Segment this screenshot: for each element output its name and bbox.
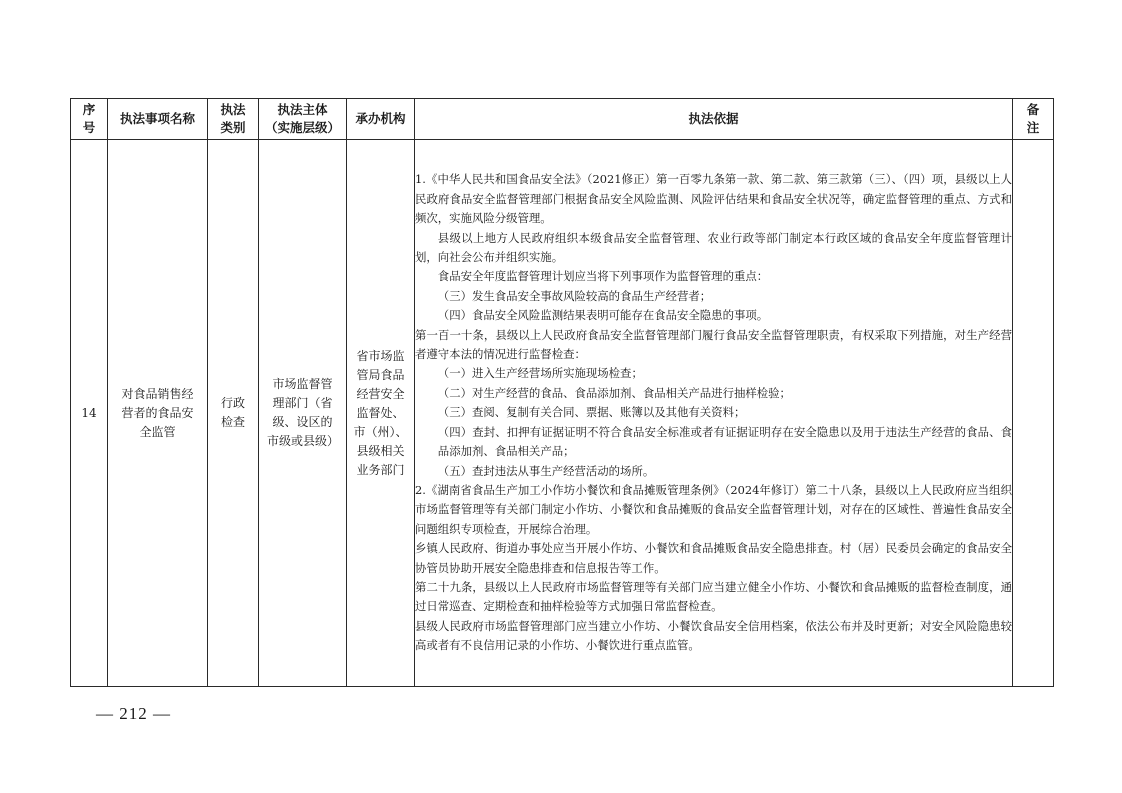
cell-subject: 市场监督管理部门（省级、设区的市级或县级） [259, 140, 347, 687]
header-subject [259, 99, 347, 140]
basis-paragraph: （四）查封、扣押有证据证明不符合食品安全标准或者有证据证明存在安全隐患以及用于违法生产经营的食品、食品添加剂、食品相关产品； [437, 424, 1012, 459]
basis-paragraph: （三）查阅、复制有关合同、票据、账簿以及其他有关资料； [437, 405, 746, 420]
basis-paragraph: 县级人民政府市场监督管理部门应当建立小作坊、小餐饮食品安全信用档案，依法公布并及时更新；对安全风险隐患较高或者有不良信用记录的小作坊、小餐饮进行重点监管。 [415, 618, 1012, 653]
header-agency: 承办机构 [347, 99, 415, 140]
header-subject-line1: 执法主体 [277, 102, 328, 117]
header-category: 执法类别 [208, 99, 259, 140]
cell-category: 行政检查 [208, 140, 259, 687]
header-remark: 备注 [1013, 99, 1054, 140]
cell-basis [415, 140, 1013, 687]
cell-remark [1013, 140, 1054, 687]
basis-paragraph: （一）进入生产经营场所实施现场检查； [437, 366, 643, 381]
basis-text [415, 170, 1012, 655]
basis-paragraph: 第一百一十条，县级以上人民政府食品安全监督管理部门履行食品安全监督管理职责，有权采取下列措施，对生产经营者遵守本法的情况进行监督检查： [415, 327, 1012, 362]
basis-paragraph: （四）食品安全风险监测结果表明可能存在食品安全隐患的事项。 [437, 308, 769, 323]
header-row [71, 99, 1054, 140]
header-basis: 执法依据 [415, 99, 1013, 140]
basis-paragraph: （五）查封违法从事生产经营活动的场所。 [437, 463, 655, 478]
basis-paragraph: 食品安全年度监督管理计划应当将下列事项作为监督管理的重点： [437, 269, 769, 284]
header-name: 执法事项名称 [108, 99, 208, 140]
header-subject-line2: （实施层级） [264, 120, 340, 135]
page-number: — 212 — [96, 704, 171, 723]
basis-paragraph: 第二十九条，县级以上人民政府市场监督管理等有关部门应当建立健全小作坊、小餐饮和食品摊贩的监督检查制度，通过日常巡查、定期检查和抽样检验等方式加强日常监督检查。 [415, 579, 1012, 614]
header-seq: 序号 [71, 99, 108, 140]
basis-paragraph: 2.《湖南省食品生产加工小作坊小餐饮和食品摊贩管理条例》（2024年修订）第二十八条，县级以上人民政府应当组织市场监督管理等有关部门制定小作坊、小餐饮和食品摊贩的食品安全监督管理计划，对存在的区域性、普遍性食品安全问题组织专项检查，开展综合治理。 [415, 482, 1012, 536]
table-row [71, 140, 1054, 687]
basis-paragraph: 1.《中华人民共和国食品安全法》（2021修正）第一百零九条第一款、第二款、第三款第（三）、（四）项，县级以上人民政府食品安全监督管理部门根据食品安全风险监测、风险评估结果和食品安全状况等，确定监督管理的重点、方式和频次，实施风险分级管理。 [415, 172, 1012, 226]
basis-paragraph: 乡镇人民政府、街道办事处应当开展小作坊、小餐饮和食品摊贩食品安全隐患排查。村（居）民委员会确定的食品安全协管员协助开展安全隐患排查和信息报告等工作。 [415, 541, 1012, 575]
cell-name: 对食品销售经营者的食品安全监管 [108, 140, 208, 687]
cell-seq: 14 [71, 140, 108, 687]
basis-paragraph: 县级以上地方人民政府组织本级食品安全监督管理、农业行政等部门制定本行政区域的食品安全年度监督管理计划，向社会公布并组织实施。 [415, 230, 1012, 265]
enforcement-table [70, 98, 1054, 687]
basis-paragraph: （三）发生食品安全事故风险较高的食品生产经营者； [437, 288, 712, 303]
basis-paragraph: （二）对生产经营的食品、食品添加剂、食品相关产品进行抽样检验； [437, 385, 791, 400]
cell-agency: 省市场监管局食品经营安全监督处、市（州）、县级相关业务部门 [347, 140, 415, 687]
